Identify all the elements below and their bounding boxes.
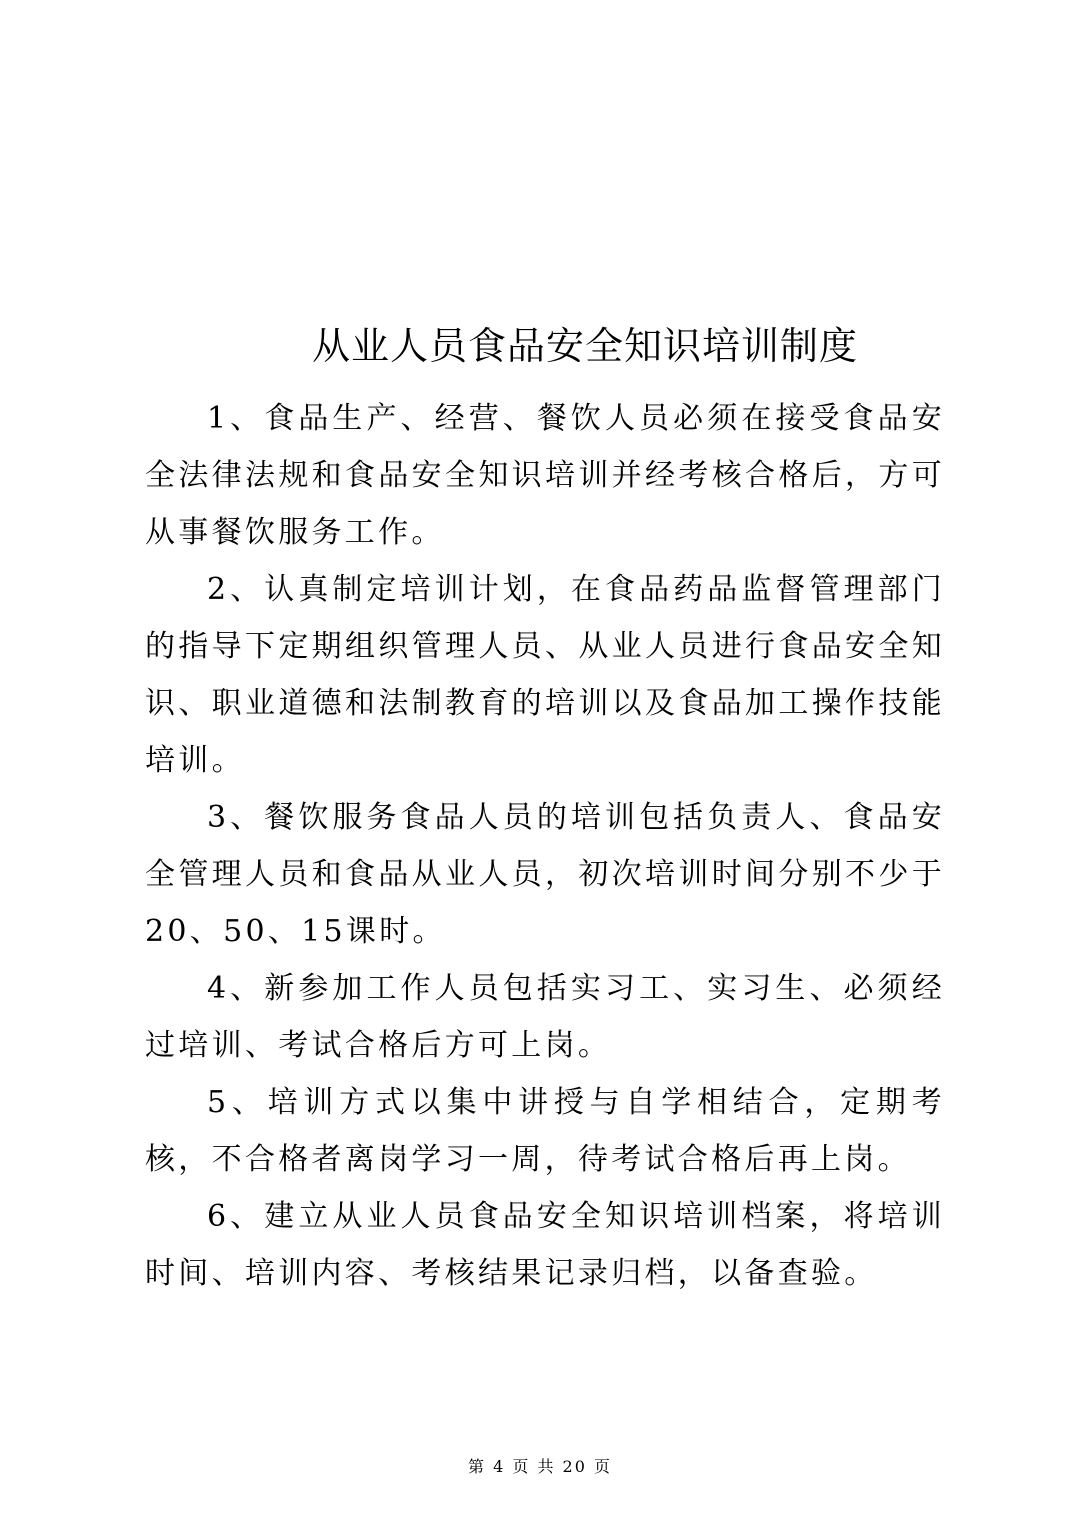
- paragraph-1: 1、食品生产、经营、餐饮人员必须在接受食品安全法律法规和食品安全知识培训并经考核合格后，方可从事餐饮服务工作。: [145, 401, 945, 550]
- paragraph-2: 2、认真制定培训计划，在食品药品监督管理部门的指导下定期组织管理人员、从业人员进行食品安全知识、职业道德和法制教育的培训以及食品加工操作技能培训。: [145, 572, 945, 778]
- paragraph-4: 4、新参加工作人员包括实习工、实习生、必须经过培训、考试合格后方可上岗。: [145, 971, 945, 1063]
- page-number-footer: 第 4 页 共 20 页: [468, 1457, 612, 1476]
- paragraph-5: 5、培训方式以集中讲授与自学相结合，定期考核，不合格者离岗学习一周，待考试合格后再上岗。: [145, 1085, 945, 1177]
- paragraph-3: 3、餐饮服务食品人员的培训包括负责人、食品安全管理人员和食品从业人员，初次培训时间分别不少于20、50、15课时。: [145, 800, 945, 949]
- document-body: [145, 390, 945, 1302]
- paragraph-6: 6、建立从业人员食品安全知识培训档案，将培训时间、培训内容、考核结果记录归档，以备查验。: [145, 1199, 945, 1291]
- document-title: 从业人员食品安全知识培训制度: [311, 324, 858, 368]
